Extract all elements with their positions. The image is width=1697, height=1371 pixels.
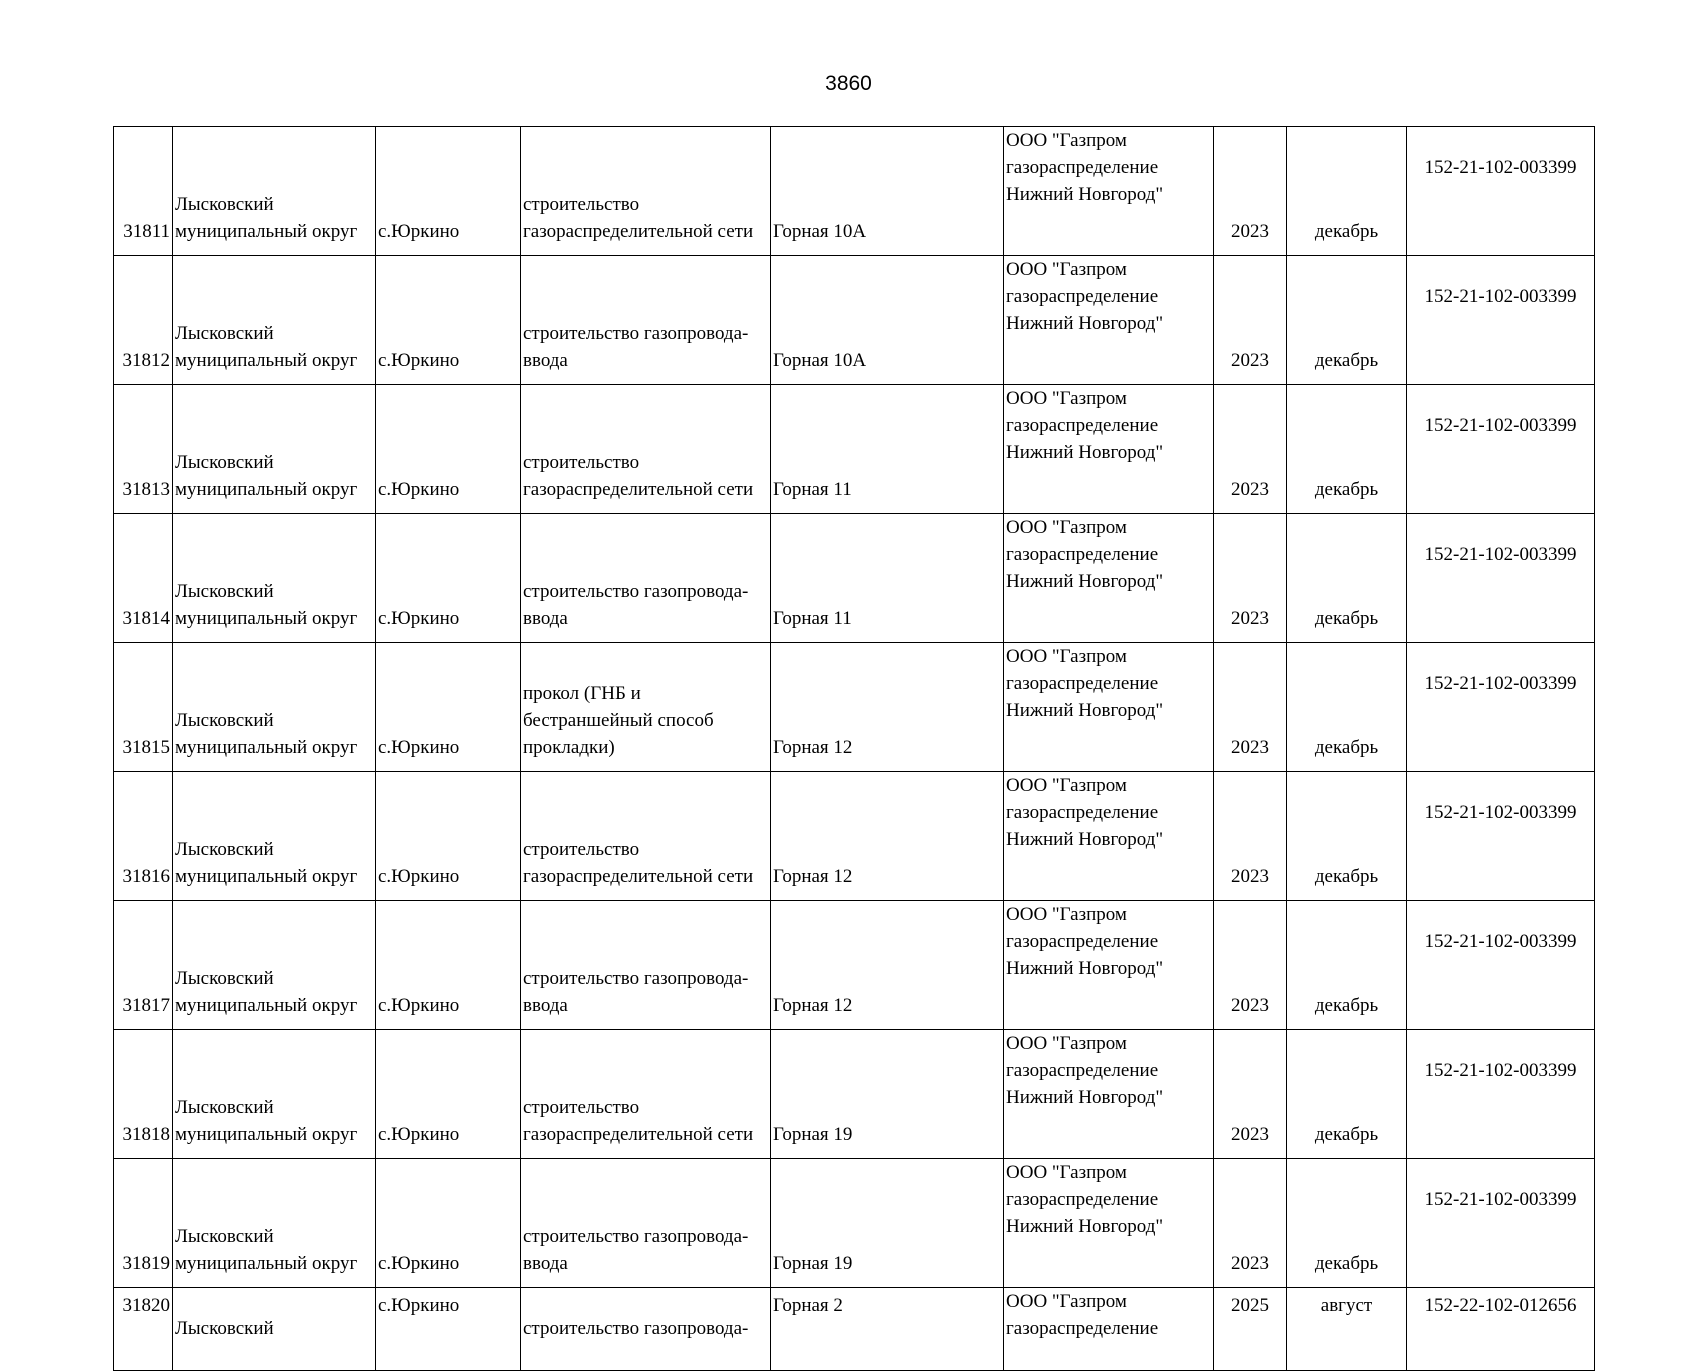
row-number: 31820 — [114, 1288, 173, 1371]
month-cell: декабрь — [1287, 256, 1407, 385]
work-type-cell: строительство газораспределительной сети — [521, 772, 771, 901]
district-cell: Лысковский муниципальный округ — [173, 514, 376, 643]
settlement-cell: с.Юркино — [376, 901, 521, 1030]
code-cell: 152-21-102-003399 — [1407, 385, 1595, 514]
month-cell: декабрь — [1287, 772, 1407, 901]
month-cell: декабрь — [1287, 901, 1407, 1030]
settlement-cell: с.Юркино — [376, 127, 521, 256]
settlement-cell: с.Юркино — [376, 772, 521, 901]
organization-cell: ООО "Газпром газораспределение Нижний Новгород" — [1004, 643, 1214, 772]
organization-cell: ООО "Газпром газораспределение — [1004, 1288, 1214, 1371]
table-row — [114, 772, 1595, 901]
code-cell: 152-21-102-003399 — [1407, 127, 1595, 256]
year-cell: 2023 — [1214, 514, 1287, 643]
district-cell: Лысковский муниципальный округ — [173, 772, 376, 901]
district-cell: Лысковский — [173, 1288, 376, 1371]
organization-cell: ООО "Газпром газораспределение Нижний Новгород" — [1004, 385, 1214, 514]
row-number: 31813 — [114, 385, 173, 514]
settlement-cell: с.Юркино — [376, 256, 521, 385]
code-cell: 152-21-102-003399 — [1407, 514, 1595, 643]
row-number: 31817 — [114, 901, 173, 1030]
work-type-cell: строительство газопровода- ввода — [521, 1159, 771, 1288]
table-row — [114, 514, 1595, 643]
organization-cell: ООО "Газпром газораспределение Нижний Новгород" — [1004, 514, 1214, 643]
settlement-cell: с.Юркино — [376, 514, 521, 643]
year-cell: 2023 — [1214, 643, 1287, 772]
settlement-cell: с.Юркино — [376, 1030, 521, 1159]
address-cell: Горная 2 — [771, 1288, 1004, 1371]
row-number: 31819 — [114, 1159, 173, 1288]
row-number: 31812 — [114, 256, 173, 385]
month-cell: декабрь — [1287, 514, 1407, 643]
code-cell: 152-21-102-003399 — [1407, 772, 1595, 901]
district-cell: Лысковский муниципальный округ — [173, 901, 376, 1030]
settlement-cell: с.Юркино — [376, 1159, 521, 1288]
month-cell: декабрь — [1287, 643, 1407, 772]
year-cell: 2023 — [1214, 256, 1287, 385]
row-number: 31814 — [114, 514, 173, 643]
address-cell: Горная 12 — [771, 901, 1004, 1030]
table-row — [114, 1288, 1595, 1371]
district-cell: Лысковский муниципальный округ — [173, 1030, 376, 1159]
row-number: 31815 — [114, 643, 173, 772]
district-cell: Лысковский муниципальный округ — [173, 643, 376, 772]
work-type-cell: строительство газопровода- ввода — [521, 514, 771, 643]
work-type-cell: строительство газораспределительной сети — [521, 385, 771, 514]
address-cell: Горная 12 — [771, 643, 1004, 772]
table-row — [114, 385, 1595, 514]
address-cell: Горная 19 — [771, 1159, 1004, 1288]
organization-cell: ООО "Газпром газораспределение Нижний Новгород" — [1004, 772, 1214, 901]
code-cell: 152-21-102-003399 — [1407, 1159, 1595, 1288]
table-row — [114, 256, 1595, 385]
address-cell: Горная 11 — [771, 514, 1004, 643]
month-cell: декабрь — [1287, 1159, 1407, 1288]
year-cell: 2023 — [1214, 127, 1287, 256]
organization-cell: ООО "Газпром газораспределение Нижний Новгород" — [1004, 127, 1214, 256]
code-cell: 152-21-102-003399 — [1407, 256, 1595, 385]
table-row — [114, 1030, 1595, 1159]
address-cell: Горная 10А — [771, 127, 1004, 256]
address-cell: Горная 12 — [771, 772, 1004, 901]
code-cell: 152-22-102-012656 — [1407, 1288, 1595, 1371]
work-type-cell: прокол (ГНБ и бестраншейный способ прокладки) — [521, 643, 771, 772]
month-cell: декабрь — [1287, 127, 1407, 256]
work-type-cell: строительство газопровода- — [521, 1288, 771, 1371]
table-row — [114, 901, 1595, 1030]
year-cell: 2023 — [1214, 1030, 1287, 1159]
row-number: 31818 — [114, 1030, 173, 1159]
district-cell: Лысковский муниципальный округ — [173, 256, 376, 385]
address-cell: Горная 19 — [771, 1030, 1004, 1159]
organization-cell: ООО "Газпром газораспределение Нижний Новгород" — [1004, 256, 1214, 385]
month-cell: декабрь — [1287, 1030, 1407, 1159]
address-cell: Горная 11 — [771, 385, 1004, 514]
table-row — [114, 127, 1595, 256]
row-number: 31816 — [114, 772, 173, 901]
row-number: 31811 — [114, 127, 173, 256]
month-cell: август — [1287, 1288, 1407, 1371]
district-cell: Лысковский муниципальный округ — [173, 127, 376, 256]
code-cell: 152-21-102-003399 — [1407, 643, 1595, 772]
organization-cell: ООО "Газпром газораспределение Нижний Новгород" — [1004, 901, 1214, 1030]
month-cell: декабрь — [1287, 385, 1407, 514]
year-cell: 2023 — [1214, 772, 1287, 901]
table-row — [114, 643, 1595, 772]
work-type-cell: строительство газопровода- ввода — [521, 256, 771, 385]
year-cell: 2023 — [1214, 1159, 1287, 1288]
work-type-cell: строительство газораспределительной сети — [521, 1030, 771, 1159]
district-cell: Лысковский муниципальный округ — [173, 1159, 376, 1288]
district-cell: Лысковский муниципальный округ — [173, 385, 376, 514]
settlement-cell: с.Юркино — [376, 385, 521, 514]
year-cell: 2023 — [1214, 901, 1287, 1030]
work-type-cell: строительство газораспределительной сети — [521, 127, 771, 256]
year-cell: 2025 — [1214, 1288, 1287, 1371]
work-type-cell: строительство газопровода- ввода — [521, 901, 771, 1030]
address-cell: Горная 10А — [771, 256, 1004, 385]
code-cell: 152-21-102-003399 — [1407, 1030, 1595, 1159]
settlement-cell: с.Юркино — [376, 1288, 521, 1371]
organization-cell: ООО "Газпром газораспределение Нижний Новгород" — [1004, 1030, 1214, 1159]
page-number: 3860 — [825, 72, 872, 95]
organization-cell: ООО "Газпром газораспределение Нижний Новгород" — [1004, 1159, 1214, 1288]
table-row — [114, 1159, 1595, 1288]
gas-works-table — [113, 126, 1595, 1371]
year-cell: 2023 — [1214, 385, 1287, 514]
settlement-cell: с.Юркино — [376, 643, 521, 772]
code-cell: 152-21-102-003399 — [1407, 901, 1595, 1030]
